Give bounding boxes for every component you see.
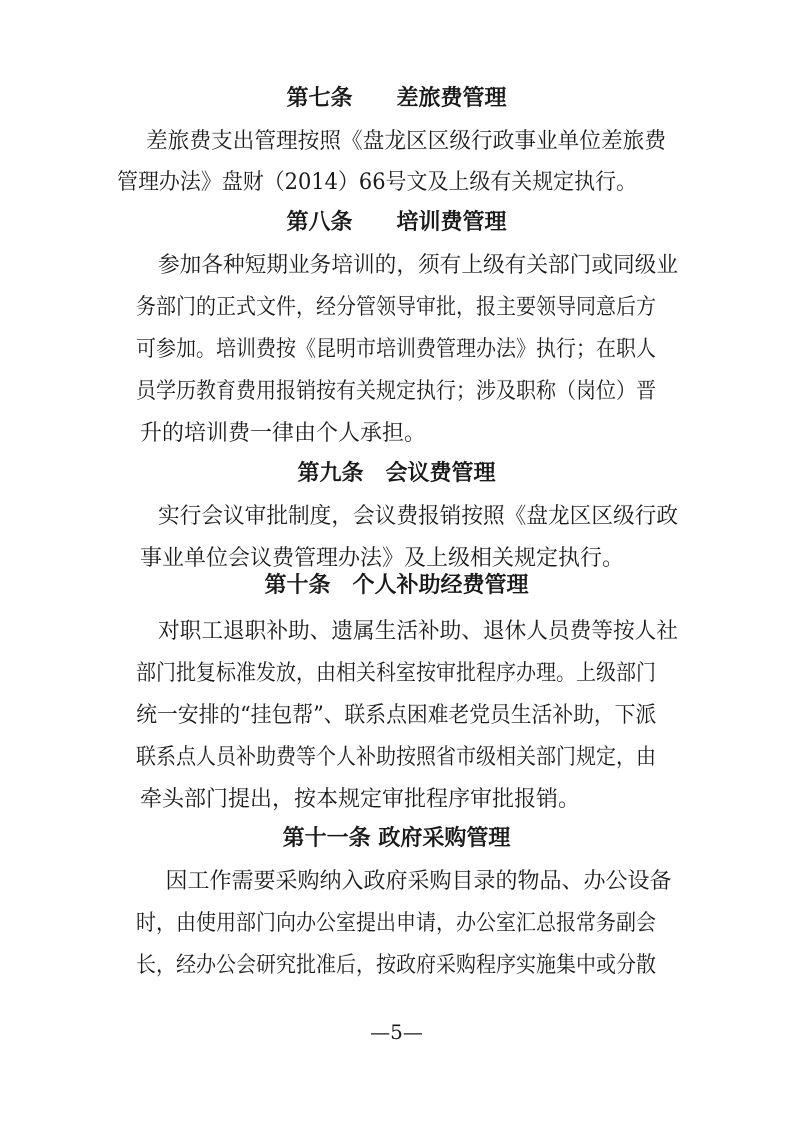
section-10-line-5: 牵头部门提出，按本规定审批程序审批报销。 [140,787,581,812]
section-9-line-1: 实行会议审批制度，会议费报销按照《盘龙区区级行政 [158,504,679,529]
section-7-line-1: 差旅费支出管理按照《盘龙区区级行政事业单位差旅费 [146,129,667,154]
section-8-line-5: 升的培训费一律由个人承担。 [140,421,427,446]
section-7-heading: 第七条 差旅费管理 [286,86,507,111]
section-10-heading: 第十条 个人补助经费管理 [264,573,529,598]
section-11-line-2: 时，由使用部门向办公室提出申请，办公室汇总报常务副会 [136,911,657,936]
page-number: —5— [370,1020,423,1044]
section-9-heading: 第九条 会议费管理 [297,461,496,486]
section-10-line-2: 部门批复标准发放，由相关科室按审批程序办理。上级部门 [136,661,657,686]
section-8-heading: 第八条 培训费管理 [286,210,507,235]
section-8-line-4: 员学历教育费用报销按有关规定执行；涉及职称（岗位）晋 [136,379,657,404]
section-8-line-1: 参加各种短期业务培训的，须有上级有关部门或同级业 [158,253,679,278]
section-7-line-2: 管理办法》盘财（2014）66号文及上级有关规定执行。 [116,170,637,195]
section-10-line-1: 对职工退职补助、遗属生活补助、退休人员费等按人社 [158,619,679,644]
section-11-heading: 第十一条 政府采购管理 [282,826,511,851]
section-8-line-2: 务部门的正式文件，经分管领导审批，报主要领导同意后方 [136,295,657,320]
section-11-line-3: 长，经办公会研究批准后，按政府采购程序实施集中或分散 [136,953,657,978]
section-9-line-2: 事业单位会议费管理办法》及上级相关规定执行。 [140,546,625,571]
section-10-line-3: 统一安排的“挂包帮”、联系点困难老党员生活补助，下派 [136,703,657,728]
section-8-line-3: 可参加。培训费按《昆明市培训费管理办法》执行；在职人 [136,337,657,362]
section-11-line-1: 因工作需要采购纳入政府采购目录的物品、办公设备 [165,869,672,894]
section-10-line-4: 联系点人员补助费等个人补助按照省市级相关部门规定，由 [136,745,657,770]
